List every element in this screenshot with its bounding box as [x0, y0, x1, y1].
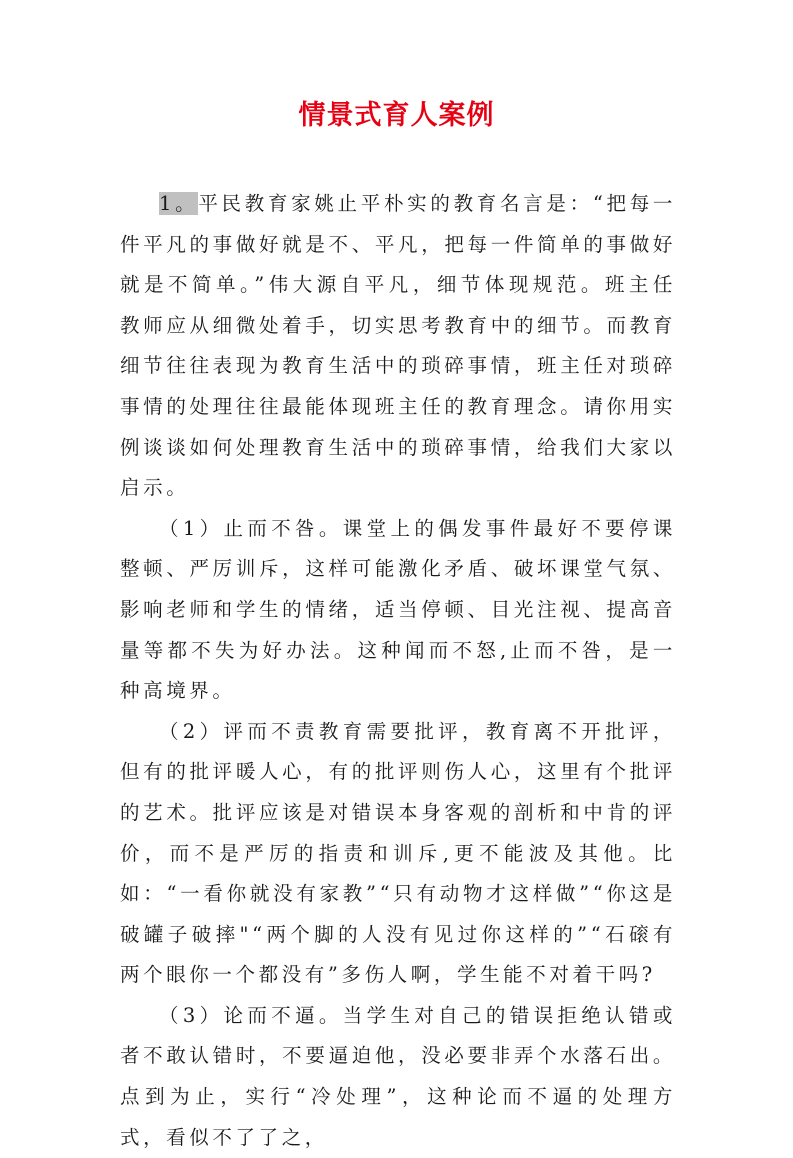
- paragraph-2: （1）止而不咎。课堂上的偶发事件最好不要停课整顿、严厉训斥，这样可能激化矛盾、破坏课堂气氛、影响老师和学生的情绪，适当停顿、目光注视、提高音量等都不失为好办法。这种闻而不怒,止而不咎，是一种高境界。: [120, 516, 676, 703]
- paragraph-1-text: 平民教育家姚止平朴实的教育名言是：“把每一件平凡的事做好就是不、平凡，把每一件简单的事做好就是不简单。”伟大源自平凡，细节体现规范。班主任教师应从细微处着手，切实思考教育中的细节。而教育细节往往表现为教育生活中的琐碎事情，班主任对琐碎事情的处理往往最能体现班主任的教育理念。请你用实例谈谈如何处理教育生活中的琐碎事情，给我们大家以启示。: [120, 192, 676, 500]
- document-body: [120, 184, 676, 1158]
- paragraph-1: [120, 184, 676, 509]
- paragraph-4: （3）论而不逼。当学生对自己的错误拒绝认错或者不敢认错时，不要逼迫他，没必要非弄个水落石出。点到为止，实行“冷处理”，这种论而不逼的处理方式，看似不了了之，: [120, 1003, 676, 1149]
- highlighted-item-number: 1。: [159, 192, 199, 215]
- document-title: 情景式育人案例: [298, 100, 495, 131]
- paragraph-3: （2）评而不责教育需要批评，教育离不开批评，但有的批评暖人心，有的批评则伤人心，这里有个批评的艺术。批评应该是对错误本身客观的剖析和中肯的评价，而不是严厉的指责和训斥,更不能波及其他。比如：“一看你就没有家教”“只有动物才这样做”“你这是破罐子破摔"“两个脚的人没有见过你这样的”“石磙有两个眼你一个都没有”多伤人啊，学生能不对着干吗?: [120, 719, 676, 987]
